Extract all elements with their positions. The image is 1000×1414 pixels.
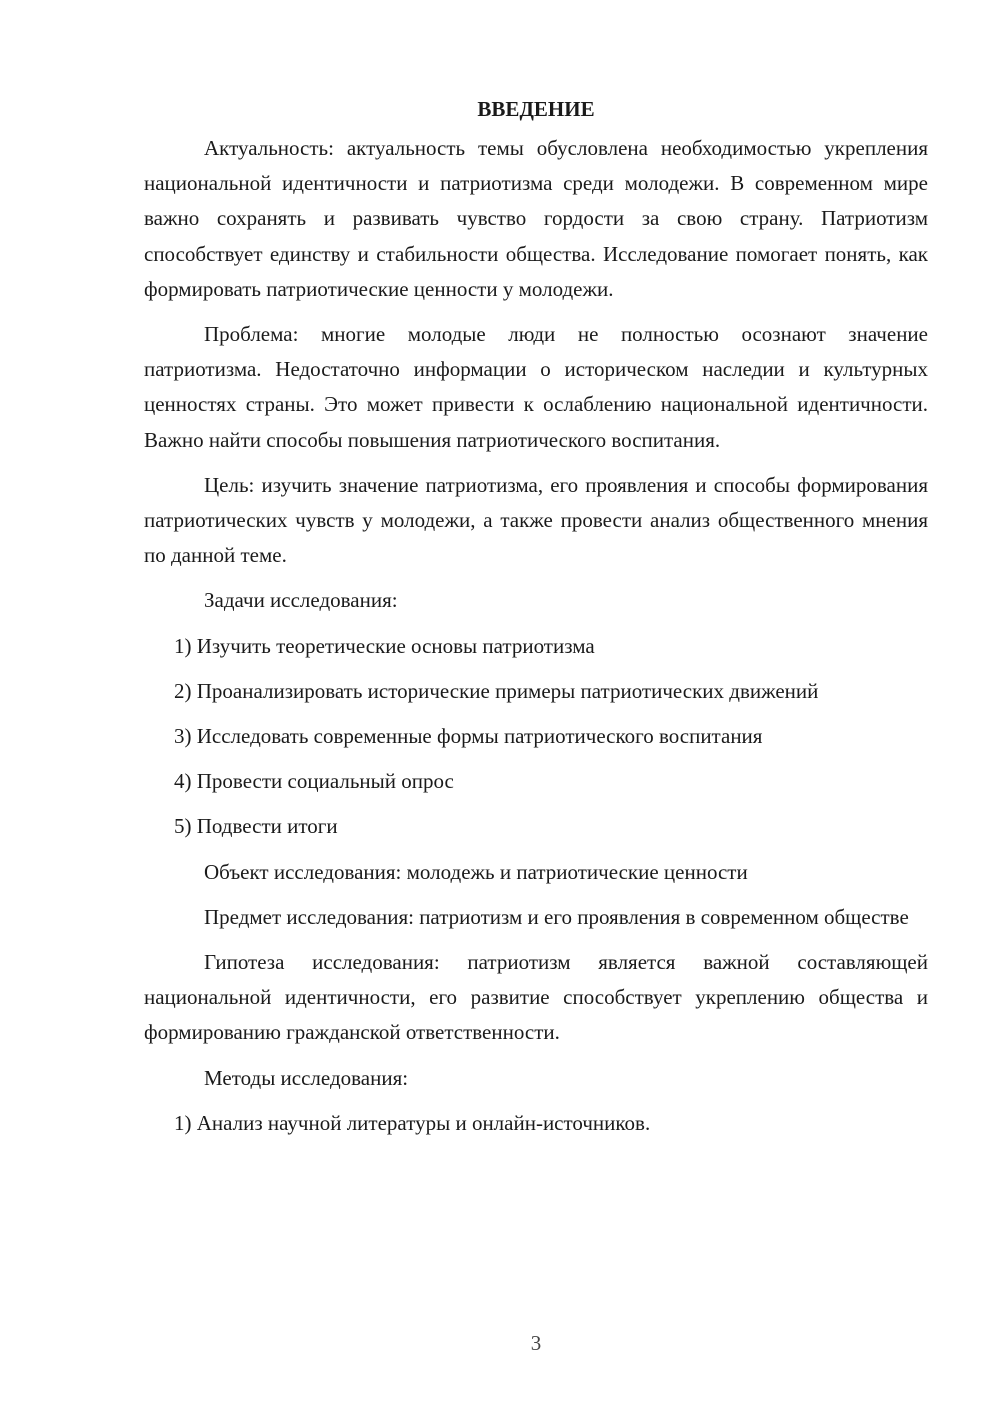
- page-number: 3: [530, 1331, 542, 1355]
- relevance-paragraph: Актуальность: актуальность темы обусловлена необходимостью укрепления национальной идентичности и патриотизма среди молодежи. В современном мире важно сохранять и развивать чувство гордости за свою страну. Патриотизм способствует единству и стабильности общества. Исследование помогает понять, как формировать патриотические ценности у молодежи.: [144, 136, 928, 301]
- tasks-title: Задачи исследования:: [204, 588, 398, 613]
- task-item-5: 5) Подвести итоги: [174, 814, 338, 839]
- task-item-3: 3) Исследовать современные формы патриотического воспитания: [174, 724, 763, 749]
- section-heading: ВВЕДЕНИЕ: [477, 97, 595, 121]
- hypothesis-paragraph: Гипотеза исследования: патриотизм является важной составляющей национальной идентичности, его развитие способствует укреплению общества и формированию гражданской ответственности.: [144, 950, 928, 1045]
- object-paragraph: Объект исследования: молодежь и патриотические ценности: [204, 859, 748, 884]
- problem-paragraph: Проблема: многие молодые люди не полностью осознают значение патриотизма. Недостаточно информации о историческом наследии и культурных ценностях страны. Это может привести к ослаблению национальной идентичности. Важно найти способы повышения патриотического воспитания.: [144, 322, 928, 452]
- task-item-4: 4) Провести социальный опрос: [174, 769, 454, 794]
- method-item-1: 1) Анализ научной литературы и онлайн-источников.: [174, 1110, 651, 1135]
- document-page: [144, 92, 928, 1151]
- goal-paragraph: Цель: изучить значение патриотизма, его проявления и способы формирования патриотических чувств у молодежи, а также провести анализ общественного мнения по данной теме.: [144, 472, 928, 568]
- subject-paragraph: Предмет исследования: патриотизм и его проявления в современном обществе: [204, 904, 909, 929]
- task-item-1: 1) Изучить теоретические основы патриотизма: [174, 633, 595, 658]
- methods-title: Методы исследования:: [204, 1065, 409, 1090]
- task-item-2: 2) Проанализировать исторические примеры патриотических движений: [174, 678, 819, 703]
